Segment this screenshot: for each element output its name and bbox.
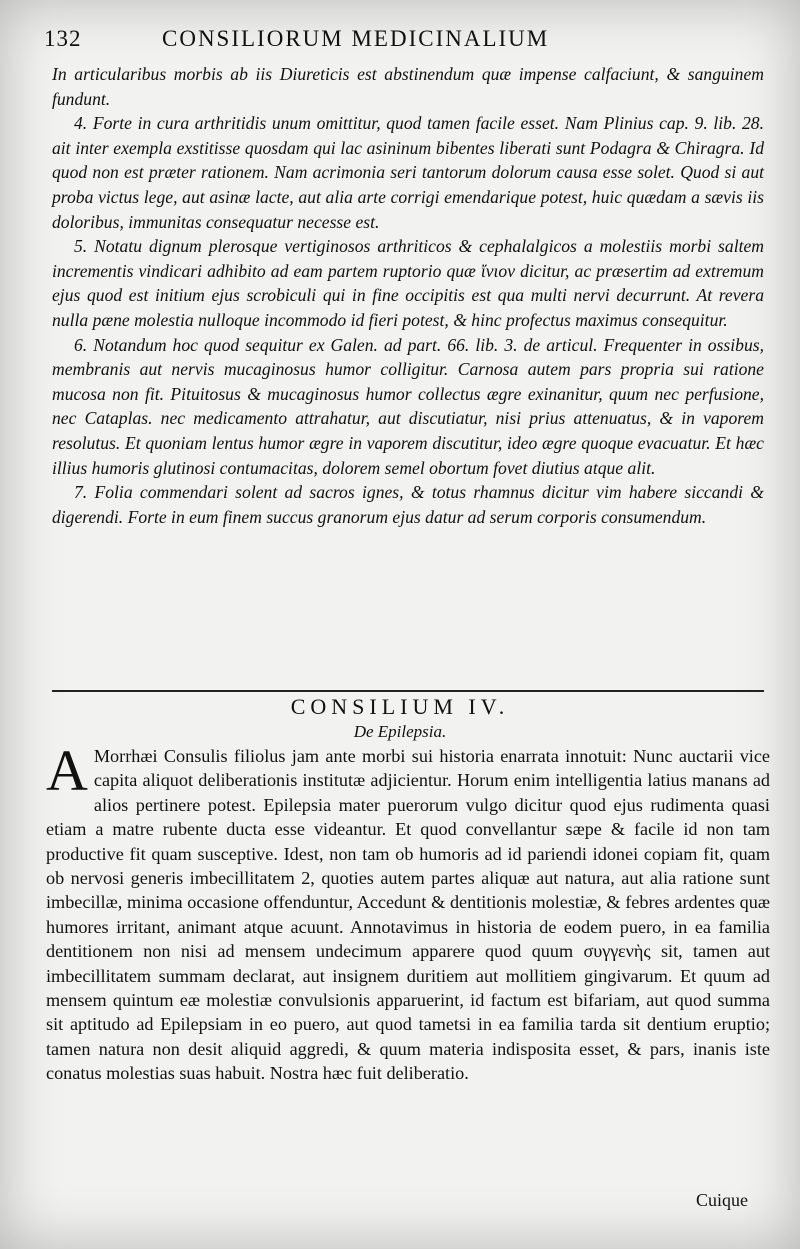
- paragraph: 4. Forte in cura arthritidis unum omittitur, quod tamen facile esset. Nam Plinius cap. 9. lib. 28. ait inter exempla exstitisse quosdam qui lac asininum bibentes liberati sunt Podagra & Chiragra. Id quod non est præter rationem. Nam acrimonia seri tantorum dolorum causa esse solet. Quod si aut proba victus lege, aut asinæ lacte, aut alia arte corrigi emendarique potest, huic quædam a sævis iis doloribus, immunitas consequatur necesse est.: [52, 113, 764, 232]
- catchword: Cuique: [696, 1190, 748, 1210]
- body-paragraph: Morrhæi Consulis filiolus jam ante morbi sui historia enarrata innotuit: Nunc auctarii vice capita aliquot deliberationis institutæ adjicientur. Horum enim intelligentia latius manans ad alios pertinere potest. Epilepsia mater puerorum vulgo dicitur quod ejus rudimenta quasi etiam a matre rubente ducta esse videantur. Et quod convellantur sæpe & facile id non tam productive fit quam susceptive. Idest, non tam ob humoris ad id pariendi idonei copiam fit, quam ob nervosi generis imbecillitatem 2, quoties autem partes aliquæ aut natura, aut alia ratione sunt imbecillæ, minima occasione offenduntur, Accedunt & dentitionis molestiæ, & febres ardentes quæ humores irritant, animant atque acuunt. Annotavimus in historia de eodem puero, in ea familia dentitionem non nisi ad mensem undecimum apparere quod quum συγγενὴς sit, tamen aut imbecillitatem summam declarat, aut insignem duritiem aut mollitiem gingivarum. Et quum ad mensem quintum eæ molestiæ convulsionis apparuerint, id factum est bifariam, aut quod summa sit aptitudo ad Epilepsiam in eo puero, aut quod tametsi in ea familia tarda sit dentium eruptio; tamen natura non desit aliquid aggredi, & quum materia indisposita esset, & pars, inanis iste conatus molestias suas habuit. Nostra hæc fuit deliberatio.: [46, 746, 770, 1084]
- paragraph: 5. Notatu dignum plerosque vertiginosos arthriticos & cephalalgicos a molestiis morbi saltem incrementis vindicari adhibito ad eam partem ruptorio quæ ἴνιον dicitur, ac præsertim ad extremum ejus quod est initium ejus scrobiculi qui in fine occipitis est qua multi nervi decurrunt. At revera nulla pæne molestia nulloque incommodo id fieri potest, & hinc profectus maximus consequitur.: [52, 236, 764, 330]
- section-subtitle: De Epilepsia.: [353, 722, 447, 741]
- page-header: [44, 24, 774, 58]
- page-number: 132: [44, 26, 82, 51]
- notes-section: [52, 62, 764, 529]
- paragraph: In articularibus morbis ab iis Diureticis est abstinendum quæ impense calfaciunt, & sanguinem fundunt.: [52, 64, 764, 109]
- drop-cap: A: [46, 738, 88, 803]
- paragraph: 6. Notandum hoc quod sequitur ex Galen. ad part. 66. lib. 3. de articul. Frequenter in ossibus, membranis aut nervis mucaginosus humor colligitur. Carnosa autem pars propria sui ratione mucosa non fit. Pituitosus & mucaginosus humor collectus ægre exinanitur, quum nec perfusione, nec Cataplas. nec medicamento attrahatur, aut discutiatur, nisi prius attenuatus, & in vaporem resolutus. Et quoniam lentus humor ægre in vaporem discutitur, ideo ægre quoque evacuatur. Et hæc illius humoris glutinosi contumacitas, dolorem semel obortum fovet diutius atque alit.: [52, 334, 764, 478]
- section-divider: [52, 690, 764, 692]
- running-title: CONSILIORUM MEDICINALIUM: [162, 26, 550, 51]
- body-text: [46, 738, 770, 1086]
- section-title: CONSILIUM IV.: [290, 694, 510, 719]
- paragraph: 7. Folia commendari solent ad sacros ignes, & totus rhamnus dicitur vim habere siccandi & digerendi. Forte in eum finem succus granorum ejus datur ad serum corporis consumendum.: [52, 482, 764, 527]
